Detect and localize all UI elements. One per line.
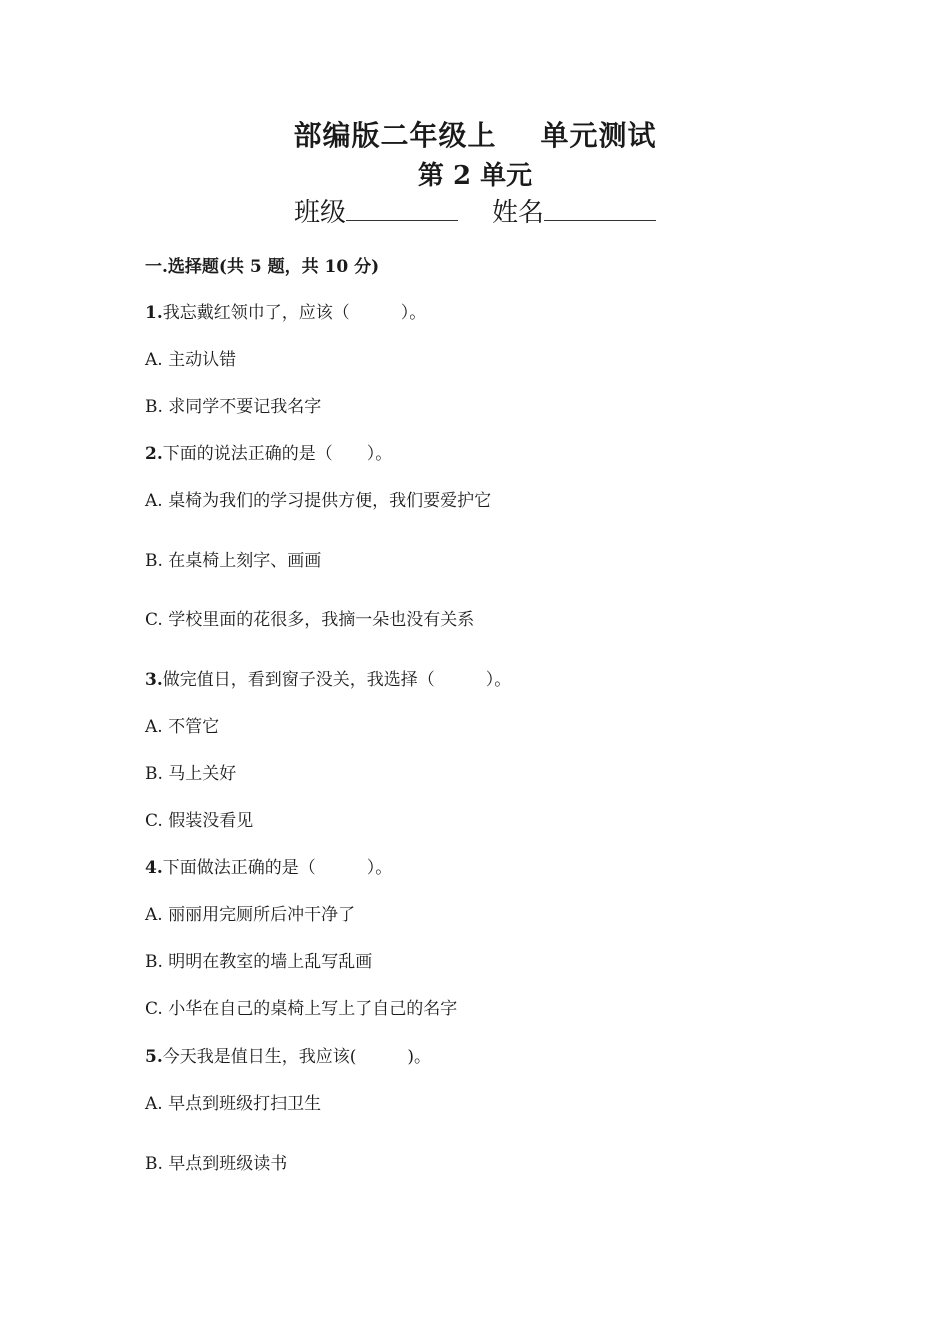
option-5a[interactable]: A. 早点到班级打扫卫生 [145, 1094, 322, 1114]
student-info [0, 192, 950, 229]
option-3b[interactable]: B. 马上关好 [145, 764, 237, 784]
name-blank[interactable] [544, 196, 656, 221]
question-number: 5. [145, 1047, 163, 1067]
question-5 [145, 1042, 431, 1067]
question-number: 4. [145, 858, 163, 878]
question-text: 今天我是值日生，我应该( )。 [162, 1047, 432, 1067]
option-4c[interactable]: C. 小华在自己的桌椅上写上了自己的名字 [145, 999, 458, 1019]
question-number: 2. [145, 444, 163, 464]
exam-title-left: 部编版二年级上 [293, 119, 497, 152]
question-text: 下面的说法正确的是（ ）。 [162, 444, 393, 464]
question-2 [145, 439, 392, 464]
question-text: 我忘戴红领巾了，应该（ ）。 [162, 303, 427, 323]
option-2b[interactable]: B. 在桌椅上刻字、画画 [145, 551, 322, 571]
option-3a[interactable]: A. 不管它 [145, 717, 220, 737]
option-4b[interactable]: B. 明明在教室的墙上乱写乱画 [145, 952, 373, 972]
name-label: 姓名 [492, 198, 545, 228]
question-4 [145, 853, 392, 878]
question-text: 下面做法正确的是（ ）。 [162, 858, 393, 878]
question-3 [145, 665, 511, 690]
option-1a[interactable]: A. 主动认错 [145, 350, 237, 370]
exam-title-right: 单元测试 [540, 119, 657, 152]
option-3c[interactable]: C. 假装没看见 [145, 811, 254, 831]
option-4a[interactable]: A. 丽丽用完厕所后冲干净了 [145, 905, 356, 925]
option-5b[interactable]: B. 早点到班级读书 [145, 1154, 288, 1174]
question-text: 做完值日，看到窗子没关，我选择（ ）。 [162, 670, 512, 690]
unit-title: 第 2 单元 [417, 161, 533, 191]
option-2a[interactable]: A. 桌椅为我们的学习提供方便，我们要爱护它 [145, 491, 492, 511]
question-number: 1. [145, 303, 163, 323]
option-1b[interactable]: B. 求同学不要记我名字 [145, 397, 322, 417]
section-heading: 一.选择题(共 5 题，共 10 分) [145, 257, 380, 277]
exam-title [0, 114, 950, 154]
question-1 [145, 298, 426, 323]
option-2c[interactable]: C. 学校里面的花很多，我摘一朵也没有关系 [145, 610, 475, 630]
question-number: 3. [145, 670, 163, 690]
class-blank[interactable] [346, 196, 458, 221]
class-label: 班级 [293, 198, 346, 228]
